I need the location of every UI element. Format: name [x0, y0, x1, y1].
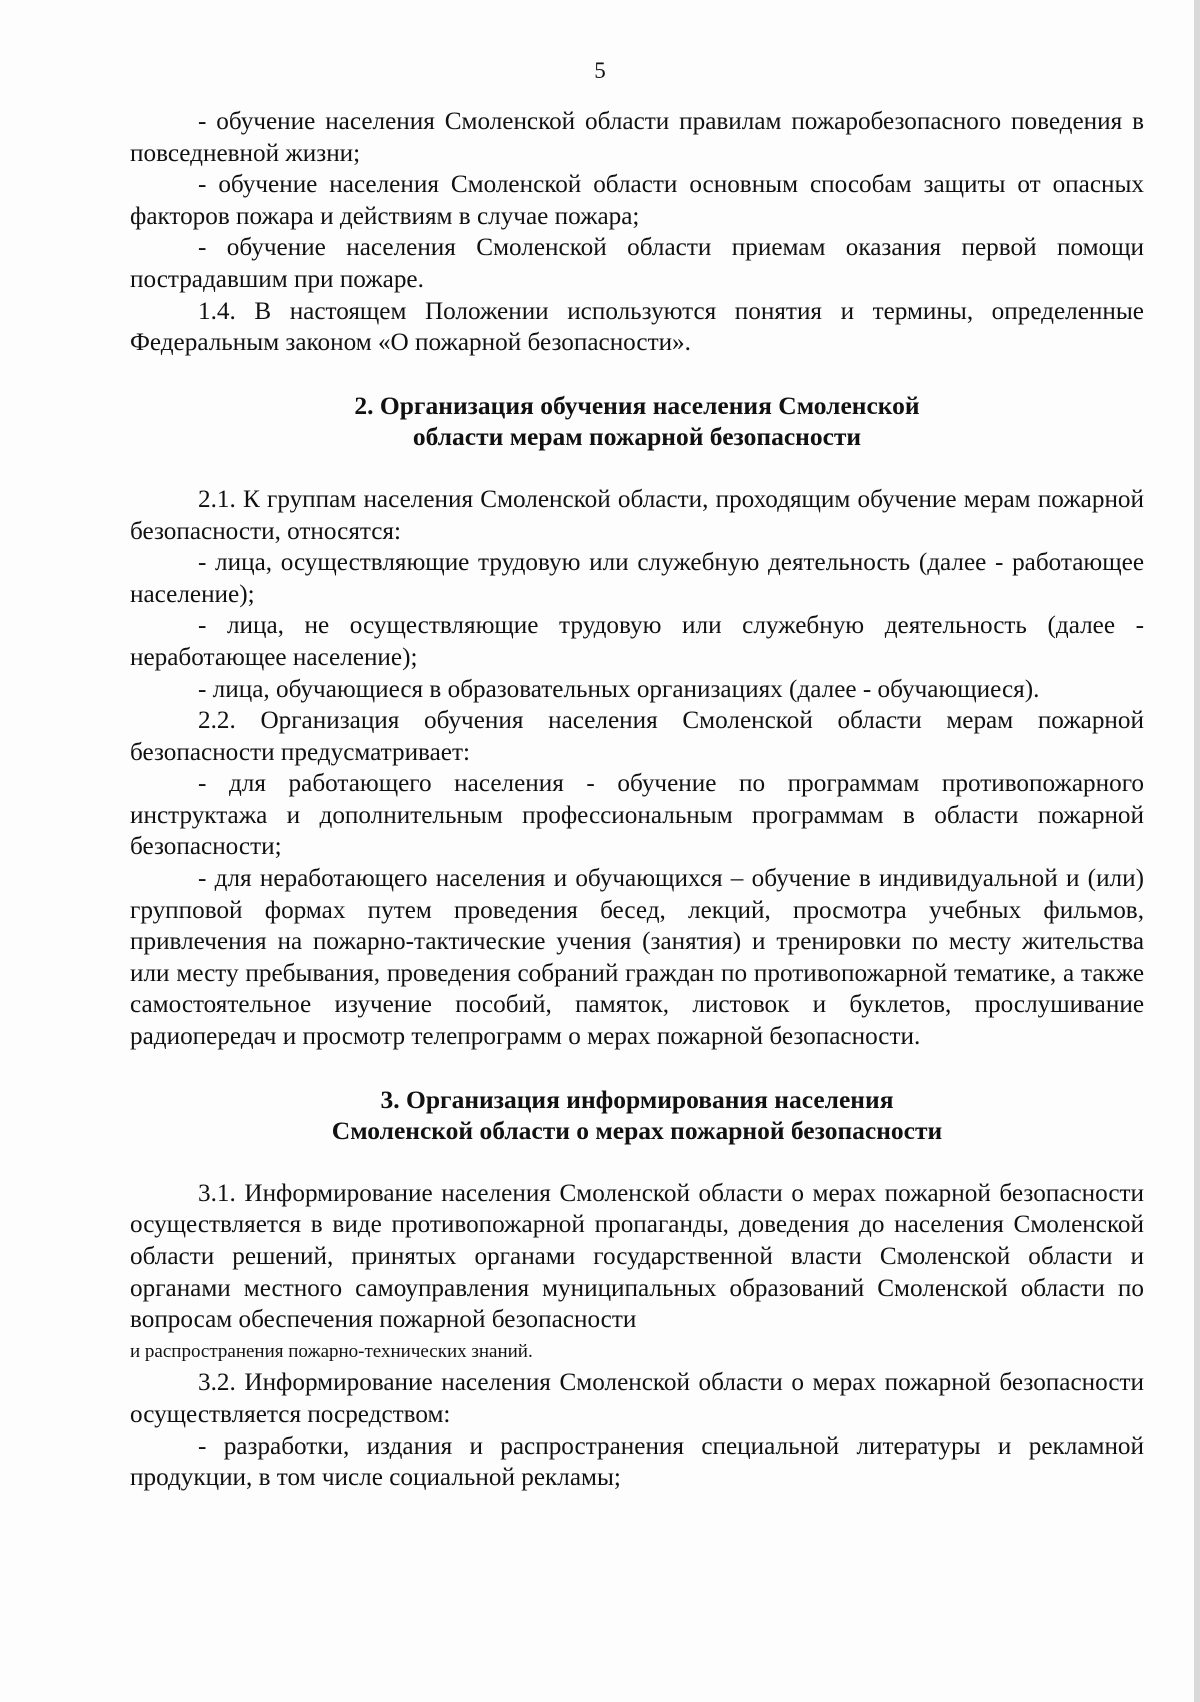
clause-2-1-item-2: - лица, не осуществляющие трудовую или служебную деятельность (далее - неработающее население); [130, 612, 1144, 671]
clause-2-1-item-3: - лица, обучающиеся в образовательных организациях (далее - обучающиеся). [198, 675, 1040, 703]
intro-item-2: - обучение населения Смоленской области основным способам защиты от опасных факторов пожара и действиям в случае пожара; [130, 171, 1144, 230]
clause-2-2-item-1: - для работающего населения - обучение по программам противопожарного инструктажа и дополнительным профессиональным программам в области пожарной безопасности; [130, 770, 1144, 861]
document-body [130, 106, 1144, 1494]
scan-edge-shadow [1194, 0, 1200, 1702]
clause-3-2: 3.2. Информирование населения Смоленской области о мерах пожарной безопасности осуществляется посредством: [130, 1369, 1144, 1428]
intro-item-1: - обучение населения Смоленской области правилам пожаробезопасного поведения в повседневной жизни; [130, 108, 1144, 167]
clause-3-1-tail: и распространения пожарно-технических знаний. [130, 1340, 533, 1362]
clause-2-2: 2.2. Организация обучения населения Смоленской области мерам пожарной безопасности предусматривает: [130, 707, 1144, 766]
intro-item-3: - обучение населения Смоленской области приемам оказания первой помощи пострадавшим при пожаре. [130, 234, 1144, 293]
section-2-heading-line-2: области мерам пожарной безопасности [412, 422, 862, 452]
page-number: 5 [594, 58, 606, 83]
clause-3-1: 3.1. Информирование населения Смоленской области о мерах пожарной безопасности осуществляется в виде противопожарной пропаганды, доведения до населения Смоленской области решений, принятых органами государственной власти Смоленской области и органами местного самоуправления муниципальных образований Смоленской области по вопросам обеспечения пожарной безопасности [130, 1179, 1144, 1334]
section-2-heading [130, 359, 1144, 484]
clause-2-2-item-2: - для неработающего населения и обучающихся – обучение в индивидуальной и (или) групповой формах путем проведения бесед, лекций, просмотра учебных фильмов, привлечения на пожарно-тактические учения (занятия) и тренировки по месту жительства или месту пребывания, проведения собраний граждан по противопожарной тематике, а также самостоятельное изучение пособий, памяток, листовок и буклетов, прослушивание радиопередач и просмотр телепрограмм о мерах пожарной безопасности. [130, 865, 1144, 1051]
section-2-heading-line-1: 2. Организация обучения населения Смоленской [354, 390, 920, 420]
clause-2-1: 2.1. К группам населения Смоленской области, проходящим обучение мерам пожарной безопасности, относятся: [130, 485, 1144, 545]
clause-2-1-item-1: - лица, осуществляющие трудовую или служебную деятельность (далее - работающее население); [130, 549, 1144, 608]
clause-1-4: 1.4. В настоящем Положении используются понятия и термины, определенные Федеральным законом «О пожарной безопасности». [130, 297, 1144, 357]
section-3-heading-line-1: 3. Организация информирования населения [380, 1084, 894, 1114]
section-3-heading [130, 1053, 1144, 1178]
section-3-heading-line-2: Смоленской области о мерах пожарной безопасности [331, 1116, 943, 1146]
clause-3-2-item-1: - разработки, издания и распространения специальной литературы и рекламной продукции, в том числе социальной рекламы; [130, 1432, 1144, 1492]
